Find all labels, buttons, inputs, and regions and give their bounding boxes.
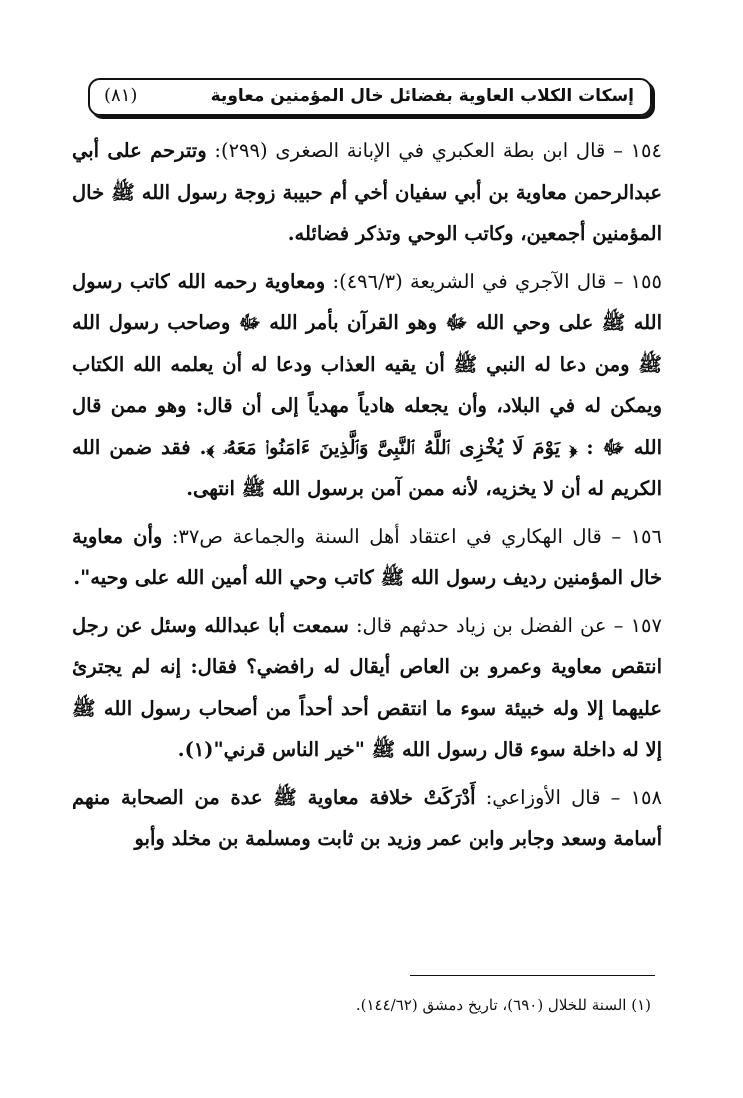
page-number: (٨١) xyxy=(104,85,138,106)
footnote-divider xyxy=(410,975,655,976)
main-text xyxy=(72,130,662,866)
paragraph-154 xyxy=(72,130,662,255)
paragraph-lead: ١٥٤ – قال ابن بطة العكبري في الإبانة الصغرى (٢٩٩): xyxy=(206,139,662,162)
paragraph-lead: ١٥٨ – قال الأوزاعي: xyxy=(475,785,662,809)
footnote: (١) السنة للخلال (٦٩٠)، تاريخ دمشق (١٤٤/٦٢). xyxy=(355,996,651,1014)
paragraph-156 xyxy=(72,516,662,599)
paragraph-quote: سمعت أبا عبدالله وسئل عن رجل انتقص معاوية وعمرو بن العاص أيقال له رافضي؟ فقال: إنه لم يجترئ عليهما إلا وله خبيئة سوء ما انتقص أحد أحداً من أصحاب رسول الله ﷺ إلا له داخلة سوء قال رسول الله ﷺ "خير الناس قرني"(١). xyxy=(72,613,662,761)
paragraph-155 xyxy=(72,261,662,510)
running-header xyxy=(88,78,652,116)
paragraph-lead: ١٥٧ – عن الفضل بن زياد حدثهم قال: xyxy=(348,613,662,637)
paragraph-lead: ١٥٦ – قال الهكاري في اعتقاد أهل السنة والجماعة ص٣٧: xyxy=(162,524,662,548)
paragraph-quote: وأن معاوية خال المؤمنين رديف رسول الله ﷺ كاتب وحي الله أمين الله على وحيه". xyxy=(72,524,662,589)
paragraph-quote: وتترحم على أبي عبدالرحمن معاوية بن أبي سفيان أخي أم حبيبة زوجة رسول الله ﷺ خال المؤمنين أجمعين، وكاتب الوحي وتذكر فضائله. xyxy=(72,139,662,245)
paragraph-lead: ١٥٥ – قال الآجري في الشريعة (٤٩٦/٣): xyxy=(325,269,662,293)
paragraph-158 xyxy=(72,777,662,860)
book-title: إسكات الكلاب العاوية بفضائل خال المؤمنين معاوية xyxy=(210,86,634,106)
paragraph-quote: ومعاوية رحمه الله كاتب رسول الله ﷺ على وحي الله ﷻ وهو القرآن بأمر الله ﷻ وصاحب رسول الله ﷺ ومن دعا له النبي ﷺ أن يقيه العذاب ودعا له أن يعلمه الله الكتاب ويمكن له في البلاد، وأن يجعله هادياً مهدياً إلى أن قال: وهو ممن قال الله ﷻ : ﴿ يَوْمَ لَا يُخْزِى ٱللَّهُ ٱلنَّبِىَّ وَٱلَّذِينَ ءَامَنُوا۟ مَعَهُۥ ﴾. فقد ضمن الله الكريم له أن لا يخزيه، لأنه ممن آمن برسول الله ﷺ انتهى. xyxy=(72,269,662,500)
paragraph-157 xyxy=(72,605,662,771)
paragraph-quote: أَدْرَكَتْ خلافة معاوية ﷺ عدة من الصحابة منهم أسامة وسعد وجابر وابن عمر وزيد بن ثابت ومسلمة بن مخلد وأبو xyxy=(72,785,662,850)
